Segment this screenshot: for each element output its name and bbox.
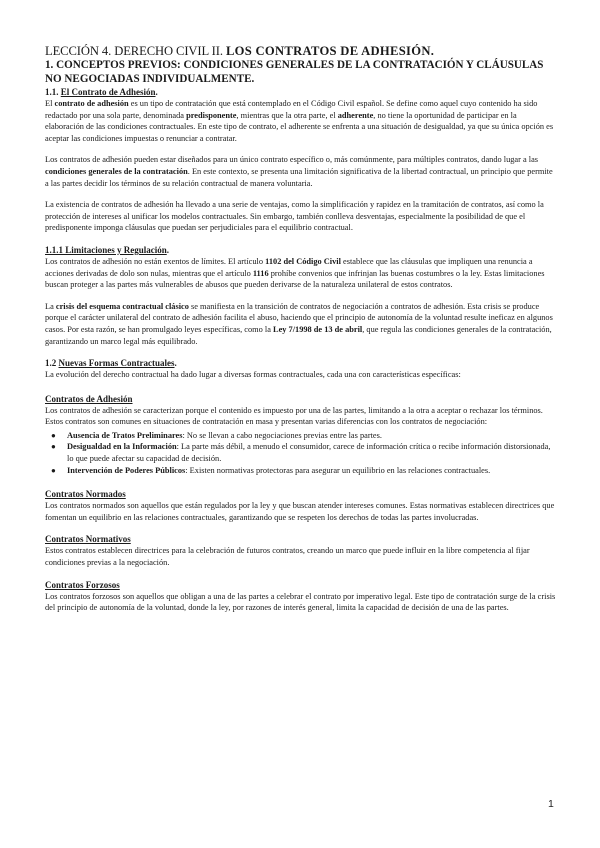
lesson-title-bold: LOS CONTRATOS DE ADHESIÓN.: [225, 44, 435, 58]
s111-paragraph-1: Los contratos de adhesión no están exentos de límites. El artículo 1102 del Código Civil establece que las cláusulas que impliquen una renuncia a acciones derivadas de dolo son nulas, mientras que el artículo 1116 prohíbe convenios que infrinjan las buenas costumbres o la ley. Estas limitaciones buscan proteger a las partes más vulnerables de abusos que pueden derivarse de la naturaleza unilateral de estos contratos.: [45, 256, 545, 290]
section-1-heading: 1. CONCEPTOS PREVIOS: CONDICIONES GENERALES DE LA CONTRATACIÓN Y CLÁUSULAS NO NEGOCIADAS INDIVIDUALMENTE.: [45, 59, 544, 85]
list-item: ● Intervención de Poderes Públicos: Existen normativas protectoras para asegurar un equilibrio en las relaciones contractuales.: [51, 465, 491, 475]
adhesion-heading: Contratos de Adhesión: [45, 393, 133, 404]
section-1-1-1-heading: 1.1.1 Limitaciones y Regulación.: [45, 244, 169, 255]
lesson-title-prefix: LECCIÓN 4. DERECHO CIVIL II.: [45, 44, 226, 58]
document-page: [45, 44, 557, 614]
s11-paragraph-3: La existencia de contratos de adhesión ha llevado a una serie de ventajas, como la simplificación y rapidez en la tramitación de contratos, así como la protección de intereses al unificar los modelos contractuales. Sin embargo, también conlleva desventajas, especialmente la posibilidad de que el predisponente imponga cláusulas que puedan ser perjudiciales para el equilibrio contractual.: [45, 200, 544, 233]
normados-heading: Contratos Normados: [45, 489, 126, 500]
adhesion-bullet-list: [45, 430, 557, 476]
s11-paragraph-2: Los contratos de adhesión pueden estar diseñados para un único contrato específico o, más comúnmente, para múltiples contratos, dando lugar a las condiciones generales de la contratación. En este contexto, se presenta una limitación significativa de la libertad contractual, un principio que permite a las partes decidir los términos de su relación contractual de manera voluntaria.: [45, 155, 553, 188]
section-1-1-heading: 1.1. El Contrato de Adhesión.: [45, 87, 158, 97]
lesson-title: [45, 44, 557, 59]
s111-paragraph-2: La crisis del esquema contractual clásico se manifiesta en la transición de contratos de negociación a contratos de adhesión. Esta crisis se produce porque el carácter unilateral del contrato de adhesión facilita el abuso, haciendo que el principio de autonomía de la voluntad resulte ineficaz en algunos casos. Por esta razón, se han promulgado leyes específicas, como la Ley 7/1998 de 13 de abril, que regula las condiciones generales de la contratación, garantizando un marco legal más equilibrado.: [45, 301, 553, 346]
list-item: ● Desigualdad en la Información: La parte más débil, a menudo el consumidor, carece de información crítica o recibe información distorsionada, lo que puede afectar su capacidad de decisión.: [51, 442, 551, 464]
normativos-heading: Contratos Normativos: [45, 534, 131, 545]
normados-paragraph: Los contratos normados son aquellos que están regulados por la ley y que buscan atender intereses comunes. Estas normativas establecen directrices que fomentan un equilibrio en las relaciones contractuales, garantizando que se respeten los derechos de todas las partes involucradas.: [45, 501, 555, 522]
forzosos-paragraph: Los contratos forzosos son aquellos que obligan a una de las partes a celebrar el contrato por imperativo legal. Este tipo de contratación surge de la crisis del principio de autonomía de la voluntad, donde la ley, por razones de interés general, limita la capacidad de decisión de una de las partes.: [45, 591, 556, 613]
adhesion-paragraph: Los contratos de adhesión se caracterizan porque el contenido es impuesto por una de las partes, limitando a la otra a aceptar o rechazar los términos. Estos contratos son comunes en situaciones de contratación en masa y presentan varias diferencias con los contratos de negociación:: [45, 405, 543, 427]
page-number: 1: [548, 798, 554, 810]
s12-paragraph-1: La evolución del derecho contractual ha dado lugar a diversas formas contractuales, cada una con características específicas:: [45, 370, 461, 380]
forzosos-heading: Contratos Forzosos: [45, 579, 120, 590]
list-item: ● Ausencia de Tratos Preliminares: No se llevan a cabo negociaciones previas entre las partes.: [51, 430, 382, 440]
s11-paragraph-1: El contrato de adhesión es un tipo de contratación que está contemplado en el Código Civil español. Se define como aquel cuyo contenido ha sido redactado por una sola parte, denominada predisponente, mientras que la otra parte, el adherente, no tiene la oportunidad de participar en la elaboración de las condiciones contractuales. En este tipo de contrato, el adherente se enfrenta a una situación de desigualdad, ya que su única opción es aceptar las condiciones impuestas o renunciar a contratar.: [45, 99, 554, 143]
normativos-paragraph: Estos contratos establecen directrices para la celebración de futuros contratos, creando un marco que puede influir en la libre competencia al fijar condiciones previas a la negociación.: [45, 546, 530, 568]
section-1-2-heading: 1.2 Nuevas Formas Contractuales.: [45, 358, 177, 369]
